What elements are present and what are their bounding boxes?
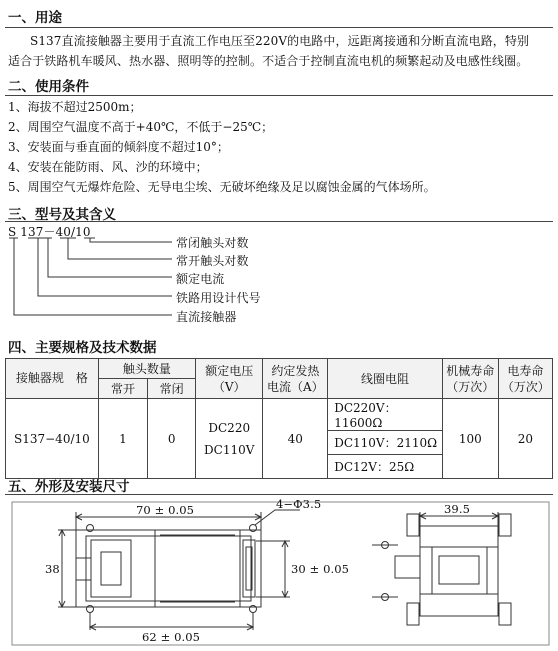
label-no-pairs: 常开触头对数 [176, 254, 249, 268]
section-1-title: 一、用途 [8, 10, 62, 26]
condition-3: 3、安装面与垂直面的倾斜度不超过10°； [8, 140, 229, 154]
section-5-title: 五、外形及安装尺寸 [8, 479, 130, 495]
condition-1: 1、海拔不超过2500m； [8, 100, 142, 114]
dim-holes: 4−Φ3.5 [276, 497, 322, 511]
header-nc: 常闭 [148, 379, 196, 399]
cell-nc: 0 [148, 399, 196, 479]
header-elec-life: 电寿命（万次） [498, 359, 552, 399]
cell-coil-220: DC220V：11600Ω [328, 399, 443, 431]
section-1-line-2: 适合于铁路机车暖风、热水器、照明等的控制。不适合于控制直流电机的频繁起动及电感性线圈。 [8, 54, 529, 68]
header-coil: 线圈电阻 [328, 359, 443, 399]
dim-inner-height: 30 ± 0.05 [291, 562, 350, 576]
model-code: S 137－40/10 [8, 225, 91, 239]
label-dc-contactor: 直流接触器 [176, 310, 237, 324]
header-voltage: 额定电压（V） [196, 359, 263, 399]
header-contacts: 触头数量 [98, 359, 195, 379]
header-no: 常开 [98, 379, 147, 399]
header-current: 约定发热电流（A） [263, 359, 328, 399]
cell-coil-110: DC110V：2110Ω [328, 431, 443, 455]
cell-model: S137−40/10 [6, 399, 99, 479]
section-4-title: 四、主要规格及技术数据 [8, 340, 157, 356]
dim-height: 38 [45, 562, 60, 576]
condition-2: 2、周围空气温度不高于+40℃，不低于−25℃； [8, 120, 274, 134]
cell-mech-life: 100 [442, 399, 498, 479]
cell-elec-life: 20 [498, 399, 552, 479]
section-1-line-1: S137直流接触器主要用于直流工作电压至220V的电路中，远距离接通和分断直流电路，特别 [30, 34, 530, 48]
header-model: 接触器规 格 [6, 359, 99, 399]
cell-voltage: DC220 DC110V [196, 399, 263, 479]
header-mech-life: 机械寿命（万次） [442, 359, 498, 399]
condition-5: 5、周围空气无爆炸危险、无导电尘埃、无破坏绝缘及足以腐蚀金属的气体场所。 [8, 180, 436, 194]
cell-coil-12: DC12V：25Ω [328, 455, 443, 479]
cell-no: 1 [98, 399, 147, 479]
label-nc-pairs: 常闭触头对数 [176, 236, 249, 250]
cell-current: 40 [263, 399, 328, 479]
front-view-body [76, 530, 261, 607]
dim-top-width: 70 ± 0.05 [136, 503, 195, 517]
condition-4: 4、安装在能防雨、风、沙的环境中； [8, 160, 208, 174]
section-2-title: 二、使用条件 [8, 79, 89, 95]
dim-side-width: 39.5 [444, 502, 471, 516]
label-rated-current: 额定电流 [176, 272, 225, 286]
section-3-title: 三、型号及其含义 [8, 207, 116, 223]
label-railway-code: 铁路用设计代号 [176, 291, 261, 305]
dim-bottom-width: 62 ± 0.05 [142, 630, 201, 644]
